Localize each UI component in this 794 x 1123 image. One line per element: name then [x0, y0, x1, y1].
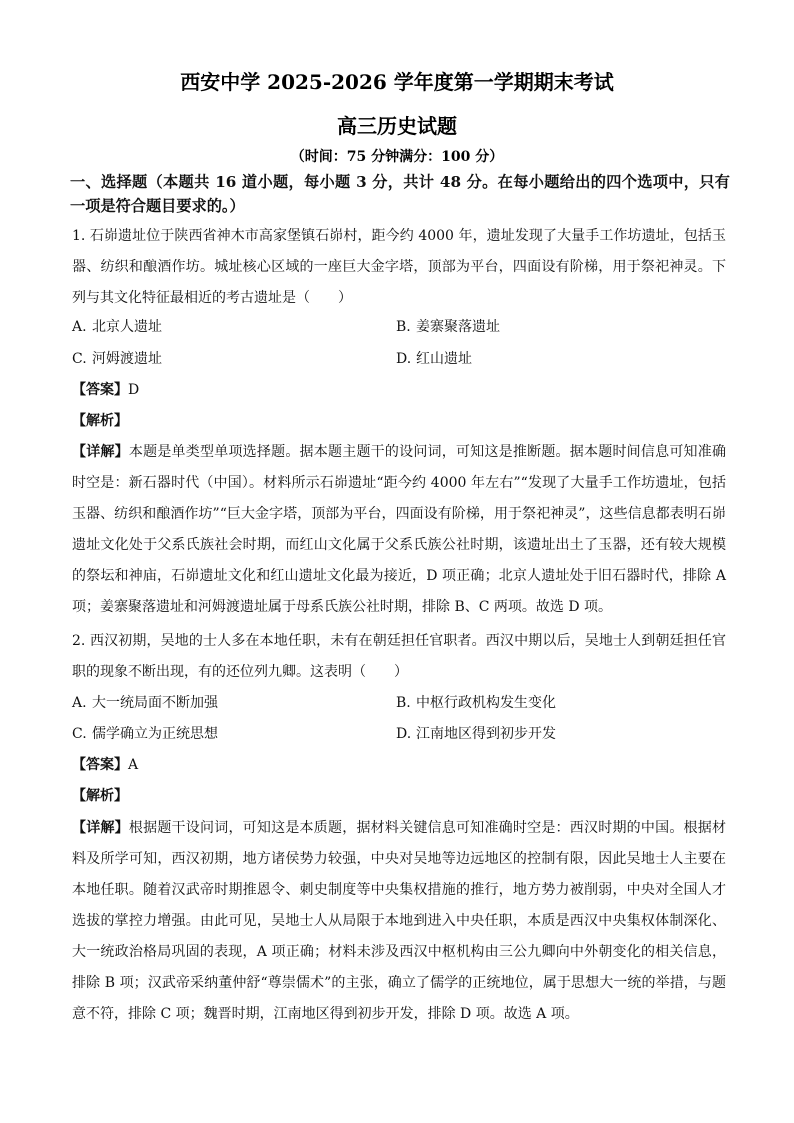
- detail-text: 根据题干设问词，可知这是本质题，据材料关键信息可知准确时空是：西汉时期的中国。根据材料及所学可知，西汉初期，地方诸侯势力较强，中央对吴地等边远地区的控制有限，因此吴地士人主要在本地任职。随着汉武帝时期推恩令、刺史制度等中央集权措施的推行，地方势力被削弱，中央对全国人才选拔的掌控力增强。由此可见，吴地士人从局限于本地到进入中央任职，本质是西汉中央集权体制深化、大一统政治格局巩固的表现，A 项正确；材料未涉及西汉中枢机构由三公九卿向中外朝变化的相关信息，排除 B 项；汉武帝采纳董仲舒“尊崇儒术”的主张，确立了儒学的正统地位，属于思想大一统的举措，与题意不符，排除 C 项；魏晋时期，江南地区得到初步开发，排除 D 项。故选 A 项。: [72, 820, 726, 1022]
- time-info: （时间：75 分钟满分：100 分）: [290, 149, 504, 165]
- analysis-label: 【解析】: [72, 413, 128, 429]
- option-text: 河姆渡遗址: [92, 351, 162, 367]
- option-text: 大一统局面不断加强: [92, 695, 218, 711]
- q2-option-a: [72, 693, 218, 713]
- q1-option-a: [72, 317, 162, 337]
- option-text: 红山遗址: [416, 351, 472, 367]
- answer-value: A: [128, 757, 139, 773]
- question-2-stem: 2. 西汉初期，吴地的士人多在本地任职，未有在朝廷担任官职者。西汉中期以后，吴地士人到朝廷担任官职的现象不断出现，有的还位列九卿。这表明（ ）: [72, 633, 726, 680]
- q2-analysis: [72, 786, 128, 806]
- q2-detail: [72, 813, 726, 1030]
- subject-title: 高三历史试题: [337, 114, 457, 138]
- answer-label: 【答案】: [72, 757, 128, 773]
- option-key: D.: [396, 351, 412, 367]
- answer-label: 【答案】: [72, 382, 128, 398]
- option-text: 中枢行政机构发生变化: [416, 695, 556, 711]
- q1-option-b: [396, 317, 500, 337]
- q1-answer: [72, 380, 139, 400]
- option-key: A.: [72, 319, 87, 335]
- option-key: A.: [72, 695, 87, 711]
- detail-label: 【详解】: [72, 444, 129, 460]
- question-1-stem: 1. 石峁遗址位于陕西省神木市高家堡镇石峁村，距今约 4000 年，遗址发现了大量手工作坊遗址，包括玉器、纺织和酿酒作坊。城址核心区域的一座巨大金字塔，顶部为平台，四面设有阶梯，用于祭祀神灵。下列与其文化特征最相近的考古遗址是（ ）: [72, 228, 726, 306]
- option-key: D.: [396, 726, 412, 742]
- analysis-label: 【解析】: [72, 788, 128, 804]
- option-key: C.: [72, 726, 87, 742]
- q1-option-d: [396, 349, 472, 369]
- option-text: 北京人遗址: [92, 319, 162, 335]
- q1-detail: [72, 437, 726, 623]
- option-text: 儒学确立为正统思想: [92, 726, 218, 742]
- option-key: B.: [396, 319, 411, 335]
- detail-label: 【详解】: [72, 820, 129, 836]
- q1-option-c: [72, 349, 162, 369]
- q2-answer: [72, 755, 138, 775]
- option-text: 姜寨聚落遗址: [416, 319, 500, 335]
- q2-option-b: [396, 693, 556, 713]
- detail-text: 本题是单类型单项选择题。据本题主题干的设问词，可知这是推断题。据本题时间信息可知准确时空是：新石器时代（中国）。材料所示石峁遗址“距今约 4000 年左右”“发现了大量手工作坊遗址，包括玉器、纺织和酿酒作坊”“巨大金字塔，顶部为平台，四面设有阶梯，用于祭祀神灵”，这些信息都表明石峁遗址文化处于父系氏族社会时期，而红山文化属于父系氏族公社时期，该遗址出土了玉器，还有较大规模的祭坛和神庙，石峁遗址文化和红山遗址文化最为接近，D 项正确；北京人遗址处于旧石器时代，排除 A 项；姜寨聚落遗址和河姆渡遗址属于母系氏族公社时期，排除 B、C 两项。故选 D 项。: [72, 444, 726, 615]
- section-heading: 一、选择题（本题共 16 道小题，每小题 3 分，共计 48 分。在每小题给出的四个选项中，只有一项是符合题目要求的。）: [70, 173, 730, 215]
- q1-analysis: [72, 411, 128, 431]
- exam-title: 西安中学 2025-2026 学年度第一学期期末考试: [180, 70, 614, 94]
- q2-option-d: [396, 724, 556, 744]
- q2-option-c: [72, 724, 218, 744]
- option-key: C.: [72, 351, 87, 367]
- answer-value: D: [128, 382, 140, 398]
- option-text: 江南地区得到初步开发: [416, 726, 556, 742]
- option-key: B.: [396, 695, 411, 711]
